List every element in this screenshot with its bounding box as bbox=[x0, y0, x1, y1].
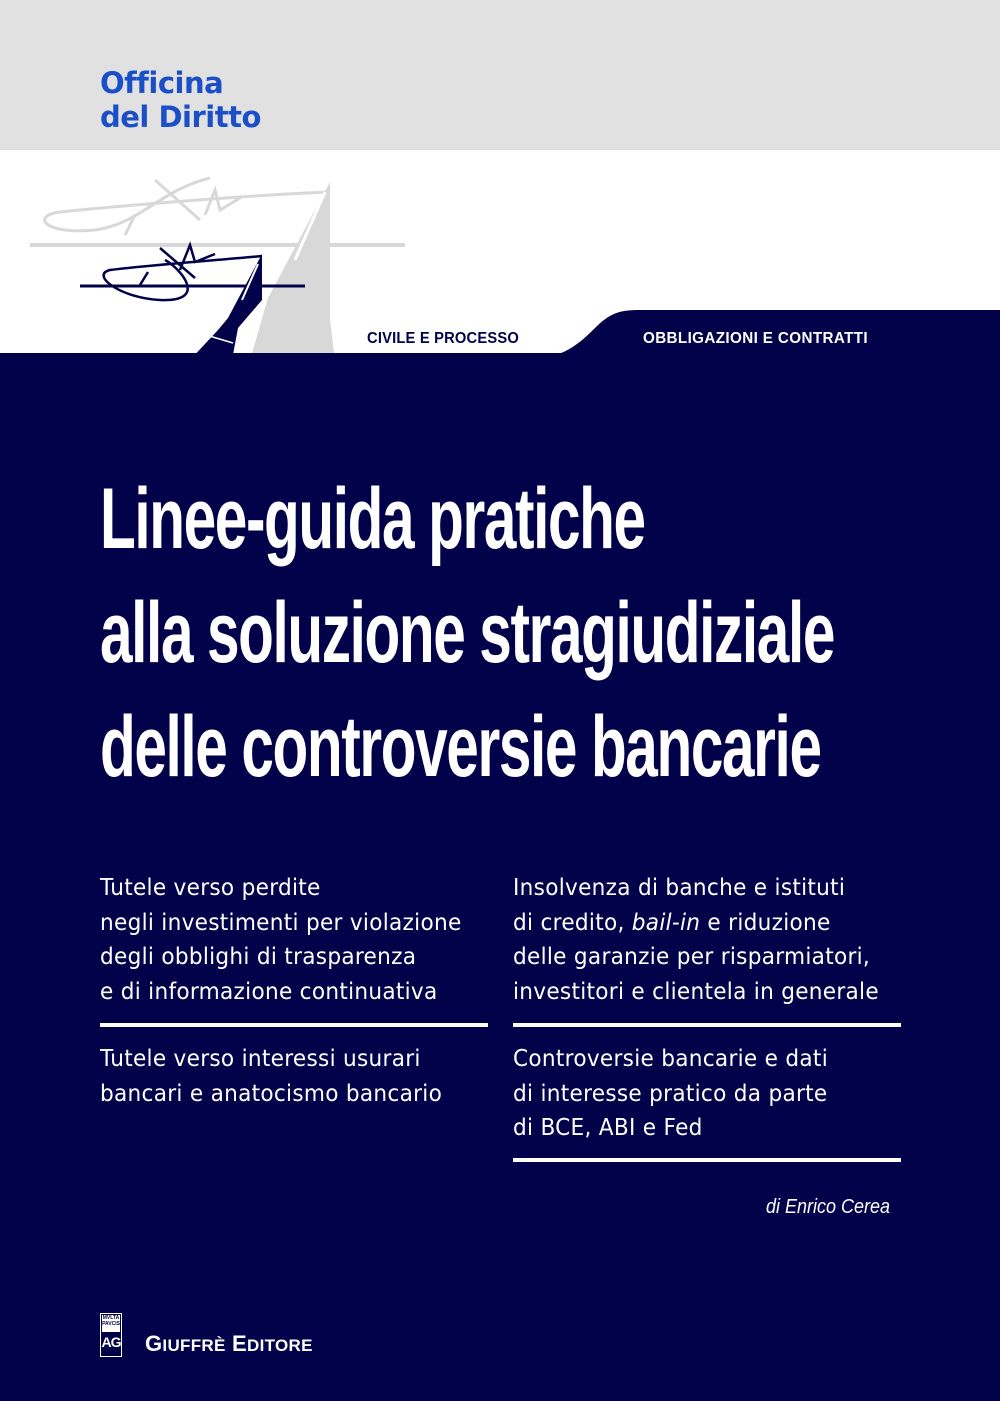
topic-line: Tutele verso perdite bbox=[100, 875, 321, 901]
topic-line: bancari e anatocismo bancario bbox=[100, 1080, 443, 1107]
category-obbligazioni-e-contratti: OBBLIGAZIONI E CONTRATTI bbox=[643, 330, 869, 347]
topic-text: di credito, bbox=[513, 909, 632, 936]
topic-line: e di informazione continuativa bbox=[100, 978, 438, 1005]
publisher-name-part: E bbox=[232, 1331, 248, 1356]
topic-line: delle garanzie per risparmiatori, bbox=[513, 944, 871, 970]
topic-banking-disputes-data bbox=[513, 1042, 828, 1146]
title-line-2: alla soluzione stragiudiziale bbox=[100, 585, 834, 681]
series-name bbox=[100, 66, 261, 134]
topic-line: di BCE, ABI e Fed bbox=[513, 1115, 703, 1141]
title-line-3: delle controversie bancarie bbox=[100, 699, 821, 795]
topic-line: degli obblighi di trasparenza bbox=[100, 944, 417, 970]
series-name-line-2: del Diritto bbox=[100, 100, 261, 134]
publisher-logo-icon bbox=[100, 1313, 122, 1357]
series-name-line-1: Officina bbox=[100, 66, 224, 100]
publisher-name-part: IUFFRÈ bbox=[162, 1336, 226, 1355]
topic-line: di interesse pratico da parte bbox=[513, 1080, 828, 1107]
topic-bank-insolvency bbox=[513, 871, 879, 1009]
publisher-name bbox=[145, 1331, 313, 1357]
topic-text-italic: bail-in bbox=[631, 909, 701, 936]
topic-line: Controversie bancarie e dati bbox=[513, 1046, 828, 1072]
topic-line bbox=[513, 906, 879, 941]
topic-usury-interest bbox=[100, 1042, 442, 1111]
book-title bbox=[100, 462, 834, 804]
logo-motto: MVLTA PAVCIS bbox=[102, 1315, 120, 1332]
topic-investment-losses bbox=[100, 871, 462, 1009]
divider-rule bbox=[513, 1023, 901, 1027]
category-civile-e-processo: CIVILE E PROCESSO bbox=[367, 330, 520, 347]
topic-line: investitori e clientela in generale bbox=[513, 978, 879, 1005]
title-line-1: Linee-guida pratiche bbox=[100, 471, 645, 567]
logo-initials: AG bbox=[101, 1334, 121, 1350]
divider-rule bbox=[513, 1158, 901, 1162]
fountain-pen-signature-icon bbox=[0, 150, 520, 360]
divider-rule bbox=[100, 1023, 488, 1027]
topic-line: Tutele verso interessi usurari bbox=[100, 1046, 421, 1072]
topic-line: negli investimenti per violazione bbox=[100, 909, 462, 936]
topic-text: e riduzione bbox=[700, 909, 831, 936]
topic-line: Insolvenza di banche e istituti bbox=[513, 875, 846, 901]
publisher-name-part: G bbox=[145, 1331, 163, 1356]
author-credit: di Enrico Cerea bbox=[766, 1196, 891, 1218]
publisher-name-part: DITORE bbox=[247, 1336, 313, 1355]
